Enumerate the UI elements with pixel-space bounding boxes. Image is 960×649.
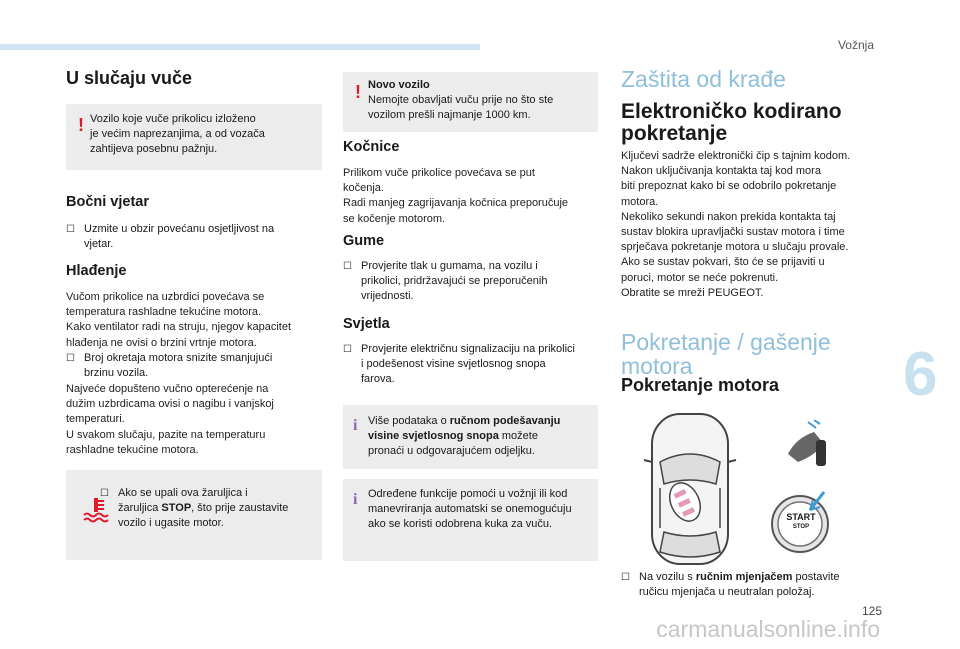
text-line: biti prepoznat kako bi se odobrilo pokretanje — [621, 180, 837, 193]
bullet-line: vjetar. — [84, 238, 114, 251]
info-line: Određene funkcije pomoći u vožnji ili kod — [368, 488, 568, 500]
text-line: Kako ventilator radi na struju, njegov kapacitet — [66, 321, 292, 334]
text-bold: ručnom podešavanju — [449, 415, 561, 427]
bullet-line — [118, 501, 318, 516]
text-line: Obratite se mreži PEUGEOT. — [621, 286, 764, 299]
bullet-line — [639, 570, 887, 585]
text-line: dužim uzbrdicama ovisi o nagibu i vanjskoj — [66, 398, 274, 411]
warning-text — [90, 112, 265, 158]
bullet-marker-icon: ☐ — [343, 261, 352, 272]
text-line: se kočenje motorom. — [343, 212, 446, 225]
info-text — [368, 414, 560, 460]
text-span: žaruljica — [118, 502, 162, 515]
text-line: temperaturi. — [66, 413, 125, 426]
text-line: sustav blokira upravljački sustav motora i time — [621, 226, 845, 239]
cooling-paragraph-2 — [66, 382, 326, 458]
text-line: U svakom slučaju, pazite na temperaturu — [66, 428, 266, 441]
start-label: START — [786, 512, 816, 522]
section-title-anti-theft: Zaštita od krađe — [621, 66, 786, 92]
bullet-line: prikolici, pridržavajući se preporučenih — [361, 275, 548, 288]
bullet-line: Provjerite električnu signalizaciju na prikolici — [361, 343, 575, 355]
bullet-line: brzinu vozila. — [84, 367, 149, 380]
info-line: pronaći u odgovarajućem odjeljku. — [368, 445, 535, 458]
start-stop-label — [782, 512, 820, 532]
bullet-line: farova. — [361, 373, 395, 386]
bullet-tyres — [343, 259, 601, 305]
text-line: Nakon uključivanja kontakta taj kod mora — [621, 165, 821, 178]
info-icon: i — [353, 417, 358, 434]
text-line: Vučom prikolice na uzbrdici povećava se — [66, 291, 265, 303]
stop-label: STOP — [161, 502, 192, 515]
new-vehicle-note-box — [343, 72, 598, 132]
text-line: kočenja. — [343, 182, 384, 195]
bullet-line: Ako se upali ova žaruljica i — [118, 487, 248, 499]
info-text — [368, 487, 572, 533]
bullet-crosswind — [66, 222, 324, 252]
bullet-line: Broj okretaja motora snizite smanjujući — [84, 352, 273, 364]
text-line: Prilikom vuče prikolice povećava se put — [343, 167, 535, 179]
info-line: manevriranja automatski se onemogućuju — [368, 503, 572, 516]
bullet-marker-icon: ☐ — [66, 353, 75, 364]
bullet-line: vrijednosti. — [361, 290, 414, 303]
bullet-line: Provjerite tlak u gumama, na vozilu i — [361, 260, 538, 272]
heading-line: pokretanje — [621, 122, 728, 145]
note-text — [368, 78, 553, 124]
text-span: možete — [498, 430, 538, 443]
heading-tyres: Gume — [343, 233, 385, 249]
text-line: rashladne tekućine motora. — [66, 443, 199, 456]
note-title: Novo vozilo — [368, 79, 430, 91]
bullet-line: i podešenost visine svjetlosnog snopa — [361, 358, 546, 371]
text-bold: visine svjetlosnog snopa — [368, 430, 499, 443]
heading-brakes: Kočnice — [343, 139, 400, 155]
immobiliser-paragraph — [621, 149, 887, 301]
section-label: Vožnja — [837, 38, 874, 52]
text-line: motora. — [621, 195, 659, 208]
warning-icon: ! — [355, 82, 361, 102]
car-top-view-illustration — [640, 410, 740, 570]
foot-pedal-icon — [780, 420, 834, 470]
bullet-rpm — [66, 351, 324, 381]
warning-line: Vozilo koje vuče prikolicu izloženo — [90, 113, 256, 125]
warning-box-towing — [66, 104, 322, 170]
warning-line: je većim naprezanjima, a od vozača — [90, 128, 265, 141]
text-span: Na vozilu s — [639, 571, 696, 583]
text-line: Ako se sustav pokvari, što će se prijaviti u — [621, 256, 825, 269]
page-number: 125 — [861, 604, 882, 618]
brakes-paragraph — [343, 166, 601, 227]
heading-line: motora — [621, 353, 693, 379]
info-icon: i — [353, 491, 358, 508]
text-line: Ključevi sadrže elektronički čip s tajnim kodom. — [621, 150, 851, 162]
heading-lights: Svjetla — [343, 316, 390, 332]
heading-line: Pokretanje / gašenje — [621, 329, 831, 355]
info-line — [368, 414, 560, 429]
note-line: Nemojte obavljati vuču prije no što ste — [368, 94, 554, 107]
warning-icon: ! — [78, 115, 84, 135]
coolant-warning-bullet — [100, 486, 318, 532]
text-line: poruci, motor se neće pokrenuti. — [621, 271, 779, 284]
info-line: ako se koristi odobrena kuka za vuču. — [368, 518, 553, 531]
note-line: vozilom prešli najmanje 1000 km. — [368, 109, 531, 122]
text-line: temperatura rashladne tekućine motora. — [66, 306, 262, 319]
bullet-manual-gearbox — [621, 570, 887, 600]
text-line: Najveće dopušteno vučno opterećenje na — [66, 383, 269, 395]
info-box-towbar — [343, 479, 598, 561]
text-span: Više podataka o — [368, 415, 450, 427]
bullet-marker-icon: ☐ — [100, 488, 109, 499]
bullet-line: Uzmite u obzir povećanu osjetljivost na — [84, 223, 275, 235]
text-span: , što prije zaustavite — [191, 502, 289, 515]
bullet-marker-icon: ☐ — [343, 344, 352, 355]
bullet-line: ručicu mjenjača u neutralan položaj. — [639, 586, 815, 599]
cooling-paragraph — [66, 290, 326, 351]
info-line — [368, 429, 560, 444]
bullet-marker-icon: ☐ — [66, 224, 75, 235]
heading-electronic-immobiliser — [621, 101, 842, 145]
text-line: Nekoliko sekundi nakon prekida kontakta taj — [621, 210, 836, 223]
heading-starting-engine: Pokretanje motora — [621, 375, 780, 395]
bullet-line: vozilo i ugasite motor. — [118, 517, 224, 530]
text-bold: ručnim mjenjačem — [695, 571, 793, 583]
bullet-marker-icon: ☐ — [621, 572, 630, 583]
warning-line: zahtijeva posebnu pažnju. — [90, 143, 218, 156]
text-line: Radi manjeg zagrijavanja kočnica preporučuje — [343, 197, 569, 210]
section-title-start-stop — [621, 330, 831, 378]
section-title-towing: U slučaju vuče — [66, 68, 193, 88]
text-line: hlađenja ne ovisi o brzini vrtnje motora. — [66, 336, 257, 349]
heading-cooling: Hlađenje — [66, 263, 127, 279]
heading-crosswind: Bočni vjetar — [66, 194, 149, 210]
bullet-lights — [343, 342, 605, 388]
watermark: carmanualsonline.info — [656, 616, 880, 642]
info-box-headlamp — [343, 405, 598, 469]
stop-label: STOP — [792, 524, 810, 530]
header-accent-bar — [0, 44, 480, 50]
text-span: postavite — [792, 571, 840, 583]
coolant-warning-box — [66, 470, 322, 560]
text-line: sprječava pokretanje motora u slučaju provale. — [621, 241, 849, 254]
heading-line: Elektroničko kodirano — [621, 100, 842, 123]
chapter-number: 6 — [903, 340, 938, 409]
